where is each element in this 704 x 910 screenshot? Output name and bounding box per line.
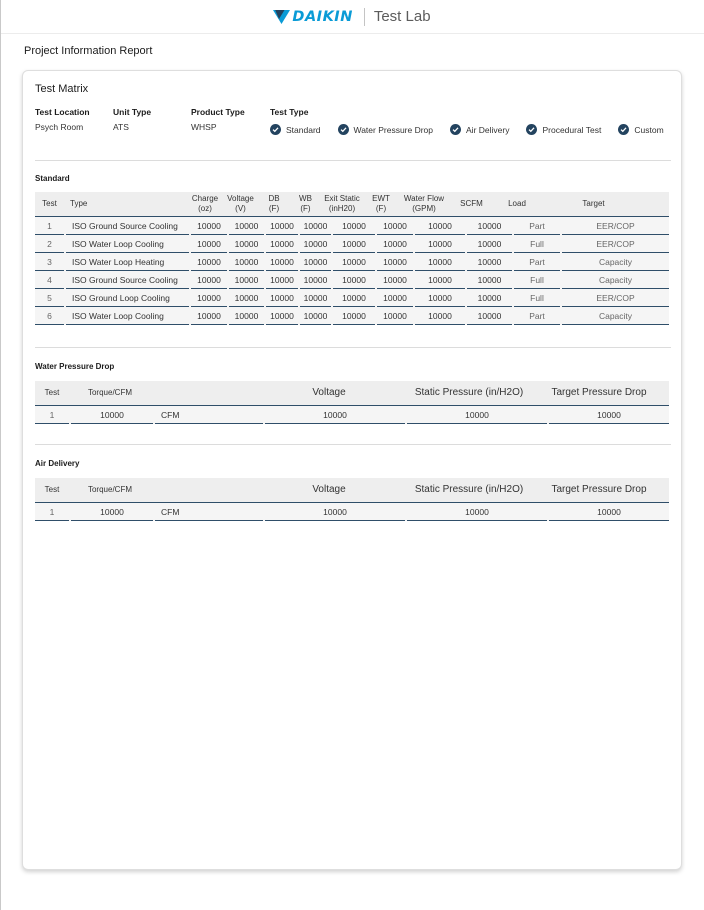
- table-cell: 10000: [333, 271, 375, 289]
- table-cell: 10000: [229, 253, 264, 271]
- checkbox-standard[interactable]: [270, 124, 321, 135]
- table-cell: 10000: [549, 503, 669, 521]
- card-title: Test Matrix: [35, 83, 89, 95]
- column-header: Charge (oz): [191, 194, 219, 213]
- table-row: [35, 217, 669, 235]
- test-type-label: Test Type: [270, 107, 309, 117]
- table-cell: 10000: [467, 289, 512, 307]
- table-cell: 10000: [549, 406, 669, 424]
- table-header-row: [35, 478, 669, 503]
- table-cell: CFM: [155, 503, 263, 521]
- table-cell: 10000: [229, 289, 264, 307]
- checkmark-icon: [618, 124, 629, 135]
- table-cell: 10000: [415, 271, 465, 289]
- checkbox-label: Standard: [286, 124, 321, 135]
- table-cell: 10000: [415, 253, 465, 271]
- table-row: [35, 503, 669, 521]
- table-cell: Full: [514, 235, 560, 253]
- table-cell: 10000: [300, 271, 331, 289]
- checkbox-procedural-test[interactable]: [526, 124, 601, 135]
- column-header: [151, 381, 259, 405]
- table-cell: 10000: [300, 307, 331, 325]
- column-header: WB (F): [299, 194, 312, 213]
- checkmark-icon: [270, 124, 281, 135]
- column-header: Test: [42, 199, 57, 208]
- table-cell: Capacity: [562, 307, 669, 325]
- product-type-label: Product Type: [191, 107, 245, 117]
- column-header: Target: [582, 199, 605, 208]
- checkbox-water-pressure-drop[interactable]: [338, 124, 434, 135]
- table-cell: 10000: [229, 307, 264, 325]
- section-divider: [35, 444, 671, 445]
- table-cell: EER/COP: [562, 217, 669, 235]
- column-header: Test: [44, 485, 60, 494]
- table-cell: ISO Water Loop Heating: [66, 253, 189, 271]
- table-cell: Capacity: [562, 253, 669, 271]
- table-cell: 6: [35, 307, 64, 325]
- column-header: Target Pressure Drop: [551, 484, 647, 495]
- table-cell: 10000: [467, 307, 512, 325]
- table-cell: Capacity: [562, 271, 669, 289]
- table-cell: 4: [35, 271, 64, 289]
- table-cell: Part: [514, 307, 560, 325]
- table-cell: 10000: [415, 235, 465, 253]
- column-header: Static Pressure (in/H2O): [414, 387, 524, 398]
- header-separator: [364, 8, 365, 26]
- column-header: SCFM: [460, 199, 483, 208]
- table-cell: 10000: [266, 271, 298, 289]
- brand-wordmark: DAIKIN: [292, 8, 353, 25]
- column-header: [151, 478, 259, 502]
- table-cell: 10000: [377, 217, 413, 235]
- table-cell: 10000: [407, 406, 547, 424]
- table-cell: 10000: [415, 289, 465, 307]
- left-edge-rule: [0, 0, 1, 910]
- column-header: Torque/CFM: [87, 388, 132, 397]
- table-cell: 10000: [467, 235, 512, 253]
- checkbox-label: Procedural Test: [542, 124, 602, 135]
- checkmark-icon: [526, 124, 537, 135]
- test-type-checkboxes: [270, 124, 664, 135]
- table-cell: 10000: [229, 235, 264, 253]
- air-delivery-section-title: Air Delivery: [35, 459, 80, 468]
- checkmark-icon: [338, 124, 349, 135]
- table-cell: 10000: [265, 503, 405, 521]
- table-cell: 10000: [377, 271, 413, 289]
- product-type-value: WHSP: [191, 122, 217, 132]
- table-cell: 10000: [467, 253, 512, 271]
- table-cell: CFM: [155, 406, 263, 424]
- table-cell: 10000: [266, 289, 298, 307]
- table-cell: 10000: [300, 289, 331, 307]
- table-cell: 3: [35, 253, 64, 271]
- table-cell: 10000: [467, 217, 512, 235]
- table-cell: Full: [514, 289, 560, 307]
- section-divider: [35, 160, 671, 161]
- table-cell: 10000: [191, 271, 227, 289]
- table-cell: ISO Ground Source Cooling: [66, 271, 189, 289]
- checkbox-custom[interactable]: [618, 124, 663, 135]
- test-matrix-card: [22, 70, 682, 870]
- table-cell: 1: [35, 406, 69, 424]
- app-header: [0, 0, 704, 34]
- column-header: DB (F): [268, 194, 280, 213]
- table-cell: ISO Water Loop Cooling: [66, 307, 189, 325]
- table-row: [35, 235, 669, 253]
- checkbox-air-delivery[interactable]: [450, 124, 509, 135]
- column-header: Voltage: [312, 484, 346, 495]
- table-cell: 2: [35, 235, 64, 253]
- unit-type-label: Unit Type: [113, 107, 152, 117]
- table-cell: 10000: [415, 217, 465, 235]
- table-cell: ISO Ground Source Cooling: [66, 217, 189, 235]
- table-cell: 10000: [191, 253, 227, 271]
- table-cell: ISO Water Loop Cooling: [66, 235, 189, 253]
- air-delivery-table: [35, 478, 669, 521]
- standard-section-title: Standard: [35, 174, 70, 183]
- table-cell: 10000: [377, 253, 413, 271]
- water-pressure-drop-table: [35, 381, 669, 424]
- column-header: Test: [44, 388, 60, 397]
- table-cell: 10000: [300, 235, 331, 253]
- app-name: Test Lab: [373, 8, 431, 25]
- table-cell: 10000: [407, 503, 547, 521]
- table-cell: 10000: [333, 235, 375, 253]
- table-row: [35, 253, 669, 271]
- table-cell: 10000: [266, 307, 298, 325]
- checkbox-label: Custom: [634, 124, 664, 135]
- table-cell: 10000: [191, 217, 227, 235]
- section-divider: [35, 347, 671, 348]
- table-cell: 10000: [467, 271, 512, 289]
- unit-type-value: ATS: [113, 122, 129, 132]
- column-header: Static Pressure (in/H2O): [414, 484, 524, 495]
- table-cell: 10000: [71, 503, 153, 521]
- table-row: [35, 406, 669, 424]
- table-cell: 10000: [191, 289, 227, 307]
- table-cell: 10000: [191, 235, 227, 253]
- table-cell: 10000: [300, 217, 331, 235]
- column-header: EWT (F): [372, 194, 390, 213]
- daikin-logo-icon: [273, 10, 290, 24]
- table-cell: 10000: [415, 307, 465, 325]
- table-header-row: [35, 192, 669, 217]
- table-row: [35, 307, 669, 325]
- table-cell: 10000: [377, 307, 413, 325]
- test-location-label: Test Location: [35, 107, 90, 117]
- page-title: Project Information Report: [24, 45, 153, 57]
- column-header: Torque/CFM: [87, 485, 132, 494]
- table-cell: 10000: [266, 253, 298, 271]
- table-cell: 10000: [377, 289, 413, 307]
- table-cell: 10000: [266, 235, 298, 253]
- table-cell: Full: [514, 271, 560, 289]
- standard-table: [35, 192, 669, 325]
- table-row: [35, 271, 669, 289]
- table-cell: ISO Ground Loop Cooling: [66, 289, 189, 307]
- table-cell: 10000: [377, 235, 413, 253]
- table-cell: 1: [35, 217, 64, 235]
- checkbox-label: Air Delivery: [466, 124, 510, 135]
- table-cell: 5: [35, 289, 64, 307]
- column-header: Voltage: [312, 387, 346, 398]
- column-header: Load: [508, 199, 526, 208]
- table-cell: 10000: [265, 406, 405, 424]
- column-header: Voltage (V): [227, 194, 254, 213]
- table-cell: 10000: [229, 271, 264, 289]
- table-cell: 10000: [333, 253, 375, 271]
- checkmark-icon: [450, 124, 461, 135]
- table-header-row: [35, 381, 669, 406]
- column-header: Exit Static (inH20): [324, 194, 360, 213]
- table-cell: 10000: [333, 217, 375, 235]
- column-header: Target Pressure Drop: [551, 387, 647, 398]
- daikin-logo: [273, 9, 352, 25]
- test-location-value: Psych Room: [35, 122, 84, 132]
- table-cell: 10000: [300, 253, 331, 271]
- table-cell: 10000: [71, 406, 153, 424]
- water-pressure-drop-section-title: Water Pressure Drop: [35, 362, 115, 371]
- table-cell: Part: [514, 253, 560, 271]
- table-cell: 10000: [229, 217, 264, 235]
- table-cell: EER/COP: [562, 235, 669, 253]
- table-cell: 10000: [191, 307, 227, 325]
- table-cell: 10000: [266, 217, 298, 235]
- column-header: Water Flow (GPM): [403, 194, 445, 213]
- table-cell: Part: [514, 217, 560, 235]
- table-cell: 10000: [333, 289, 375, 307]
- checkbox-label: Water Pressure Drop: [353, 124, 434, 135]
- column-header: Type: [70, 199, 88, 208]
- table-cell: EER/COP: [562, 289, 669, 307]
- table-cell: 10000: [333, 307, 375, 325]
- table-cell: 1: [35, 503, 69, 521]
- table-row: [35, 289, 669, 307]
